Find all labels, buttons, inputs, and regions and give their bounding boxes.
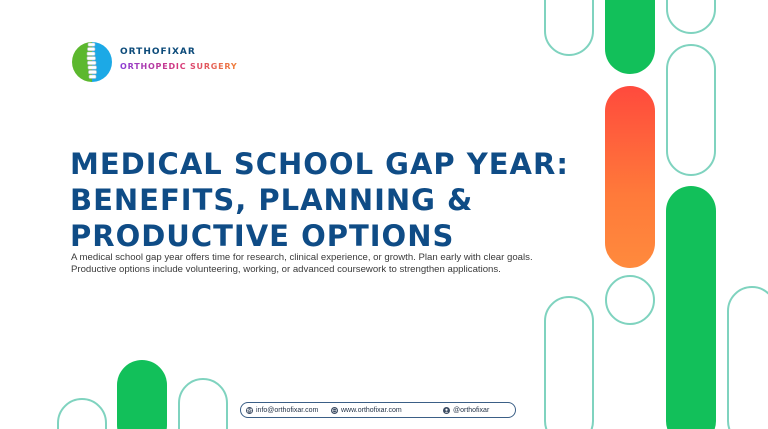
brand-name: ORTHOFIXAR <box>120 47 196 57</box>
decor-outline-pill <box>666 44 716 176</box>
decor-green-pill <box>117 360 167 429</box>
decor-outline-pill <box>57 398 107 429</box>
page-title-line-3: PRODUCTIVE OPTIONS <box>70 219 455 253</box>
globe-icon <box>331 407 338 414</box>
contact-email-text: info@orthofixar.com <box>256 407 319 414</box>
decor-outline-pill <box>178 378 228 429</box>
contact-bar <box>240 402 516 418</box>
contact-website[interactable] <box>331 405 402 416</box>
description-text: A medical school gap year offers time for research, clinical experience, or growth. Plan early with clear goals. Productive options include volunteering, working, or advanced coursework to strengthen applications. <box>71 252 533 275</box>
decor-outline-pill <box>544 296 594 429</box>
page-title-line-2: BENEFITS, PLANNING & <box>70 183 474 217</box>
contact-website-text: www.orthofixar.com <box>341 407 402 414</box>
decor-green-pill <box>605 0 655 74</box>
contact-handle-text: @orthofixar <box>453 407 490 414</box>
page-title-line-1: MEDICAL SCHOOL GAP YEAR: <box>70 147 569 181</box>
mail-icon <box>246 407 253 414</box>
brand-logo <box>72 38 238 86</box>
decor-green-pill <box>666 186 716 429</box>
decor-outline-circle <box>605 275 655 325</box>
user-icon <box>443 407 450 414</box>
decor-outline-pill <box>727 286 768 429</box>
contact-email[interactable] <box>246 405 318 416</box>
decor-outline-pill <box>544 0 594 56</box>
decor-orange-pill <box>605 86 655 268</box>
page-title <box>70 146 569 254</box>
brand-tagline: ORTHOPEDIC SURGERY <box>120 62 238 71</box>
decor-outline-pill <box>666 0 716 34</box>
spine-logo-icon <box>72 40 112 84</box>
contact-handle[interactable] <box>443 405 489 416</box>
